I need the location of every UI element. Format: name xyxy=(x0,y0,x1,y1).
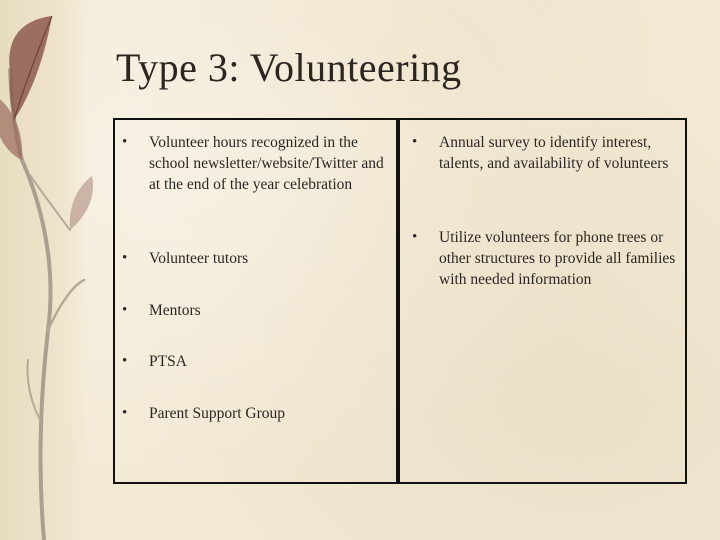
list-item-text: Mentors xyxy=(149,302,201,319)
list-item xyxy=(122,132,394,195)
bullet-icon: • xyxy=(412,229,418,245)
bullet-icon: • xyxy=(122,405,128,421)
twig-leaf-decoration xyxy=(0,0,100,540)
list-item xyxy=(122,248,394,269)
list-item xyxy=(122,403,394,424)
list-item-text: Annual survey to identify interest, talents, and availability of volunteers xyxy=(439,134,669,172)
bullet-icon: • xyxy=(122,353,128,369)
bullet-icon: • xyxy=(412,134,418,150)
bullet-icon: • xyxy=(122,250,128,266)
list-item xyxy=(412,227,684,290)
list-item xyxy=(122,351,394,372)
right-content-box xyxy=(398,118,687,484)
bullet-icon: • xyxy=(122,134,128,150)
list-item-text: Parent Support Group xyxy=(149,405,286,422)
list-item-text: PTSA xyxy=(149,353,187,370)
list-item xyxy=(122,300,394,321)
list-item-text: Volunteer tutors xyxy=(149,250,249,267)
list-item xyxy=(412,132,684,174)
bullet-icon: • xyxy=(122,302,128,318)
left-content-box xyxy=(113,118,398,484)
slide-title: Type 3: Volunteering xyxy=(116,45,462,90)
list-item-text: Volunteer hours recognized in the school newsletter/website/Twitter and at the end of the year celebration xyxy=(149,134,384,193)
list-item-text: Utilize volunteers for phone trees or other structures to provide all families with needed information xyxy=(439,229,676,288)
